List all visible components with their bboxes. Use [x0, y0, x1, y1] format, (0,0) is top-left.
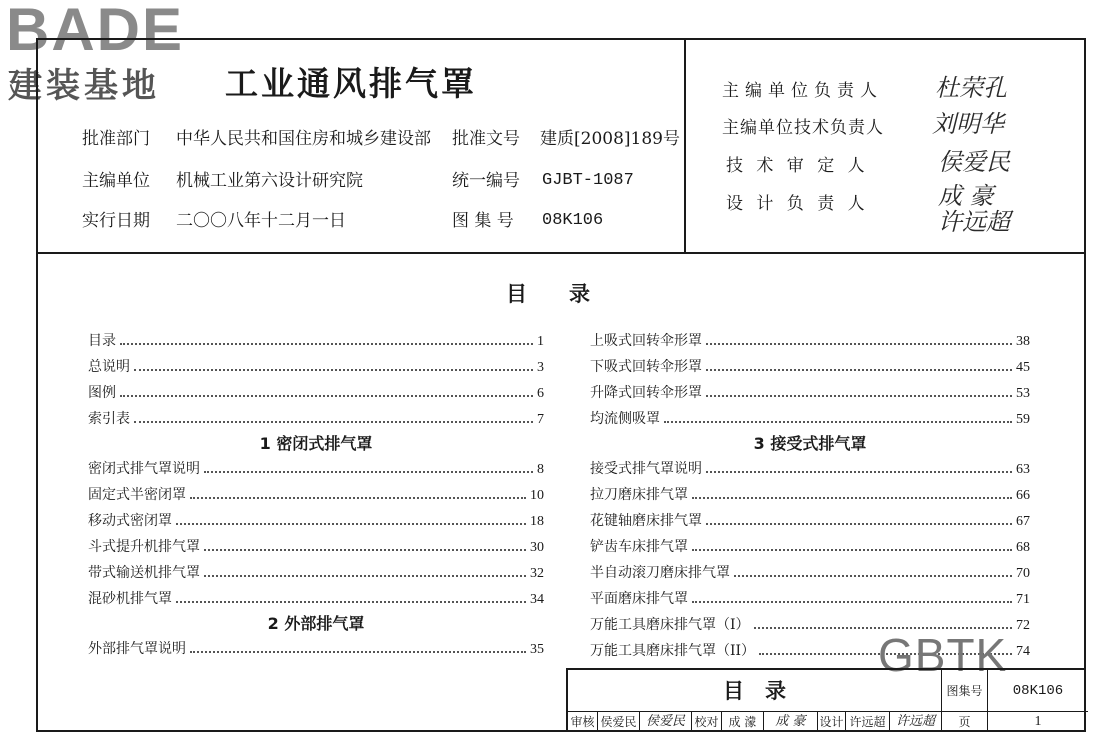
section-heading: 2 外部排气罩: [267, 614, 365, 633]
title-block-name: 目 录: [568, 670, 942, 712]
bade-logo-subtitle: 建装基地: [8, 66, 160, 106]
toc-entry[interactable]: 移动式密闭罩 18: [88, 513, 544, 529]
toc-entry[interactable]: 总说明 3: [88, 359, 544, 375]
signature: 杜荣孔: [935, 74, 1007, 102]
gbtk-watermark: GBTK: [878, 629, 1008, 681]
header-right-frame: [684, 38, 1086, 254]
responsible-label: 主编单位技术负责人: [722, 118, 884, 138]
approval-doc: 建质[2008]189号: [540, 129, 680, 149]
toc-entry[interactable]: 斗式提升机排气罩 30: [88, 539, 544, 555]
effective-date-label: 实行日期: [82, 211, 150, 231]
toc-entry[interactable]: 带式输送机排气罩 32: [88, 565, 544, 581]
toc-entry[interactable]: 均流侧吸罩 59: [590, 411, 1030, 427]
editor-unit-label: 主编单位: [82, 171, 150, 191]
toc-entry[interactable]: 升降式回转伞形罩 53: [590, 385, 1030, 401]
approval-dept: 中华人民共和国住房和城乡建设部: [176, 129, 431, 149]
toc-left-column: [88, 330, 544, 661]
page-value: 1: [1034, 714, 1042, 729]
design-name: 许远超: [846, 712, 890, 732]
toc-entry[interactable]: 目录 1: [88, 333, 544, 349]
title-block-atlas-value: 08K106: [988, 670, 1088, 712]
toc-entry[interactable]: 图例 6: [88, 385, 544, 401]
toc-entry[interactable]: 索引表 7: [88, 411, 544, 427]
toc-entry[interactable]: 半自动滚刀磨床排气罩 70: [590, 565, 1030, 581]
toc-entry[interactable]: 平面磨床排气罩 71: [590, 591, 1030, 607]
toc-right-column: [590, 330, 1030, 663]
signature: 成 豪: [938, 182, 994, 210]
effective-date: 二〇〇八年十二月一日: [176, 211, 346, 231]
unified-no: GJBT-1087: [542, 171, 634, 190]
editor-unit: 机械工业第六设计研究院: [176, 171, 363, 191]
check-name: 成 濛: [722, 712, 764, 732]
approval-dept-label: 批准部门: [82, 129, 150, 149]
title-block-atlas-label: 图集号: [942, 670, 988, 712]
toc-entry[interactable]: 万能工具磨床排气罩（I） 72: [590, 617, 1030, 633]
toc-entry[interactable]: 混砂机排气罩 34: [88, 591, 544, 607]
signature: 刘明华: [932, 110, 1004, 138]
design-label: 设计: [818, 712, 846, 732]
toc-entry[interactable]: 花键轴磨床排气罩 67: [590, 513, 1030, 529]
page-label: 页: [942, 712, 988, 732]
atlas-no: 08K106: [542, 211, 604, 230]
check-signature: 成 豪: [764, 712, 818, 732]
toc-entry[interactable]: 下吸式回转伞形罩 45: [590, 359, 1030, 375]
bade-logo: BADE: [6, 0, 185, 63]
toc-entry[interactable]: 接受式排气罩说明 63: [590, 461, 1030, 477]
signature: 侯爱民: [938, 148, 1010, 176]
responsible-label: 技 术 审 定 人: [726, 156, 869, 176]
toc-entry[interactable]: 铲齿车床排气罩 68: [590, 539, 1030, 555]
responsible-label: 设 计 负 责 人: [726, 194, 869, 214]
review-signature: 侯爱民: [640, 712, 692, 732]
toc-entry[interactable]: 外部排气罩说明 35: [88, 641, 544, 657]
approval-doc-label: 批准文号: [452, 129, 520, 149]
page-title: 工业通风排气罩: [225, 64, 477, 103]
design-signature: 许远超: [890, 712, 942, 732]
review-label: 审核: [568, 712, 598, 732]
toc-entry[interactable]: 拉刀磨床排气罩 66: [590, 487, 1030, 503]
toc-entry[interactable]: 密闭式排气罩说明 8: [88, 461, 544, 477]
review-name: 侯爱民: [598, 712, 640, 732]
check-label: 校对: [692, 712, 722, 732]
signature: 许远超: [938, 208, 1010, 236]
responsible-label: 主编单位负责人: [722, 81, 883, 101]
title-block: [566, 668, 1086, 732]
toc-entry[interactable]: 上吸式回转伞形罩 38: [590, 333, 1030, 349]
section-heading: 3 接受式排气罩: [753, 434, 867, 453]
unified-no-label: 统一编号: [452, 171, 520, 191]
atlas-no-label: 图 集 号: [452, 211, 514, 231]
toc-title: 目 录: [506, 282, 590, 306]
section-heading: 1 密闭式排气罩: [259, 434, 373, 453]
toc-entry[interactable]: 万能工具磨床排气罩（II） 74: [590, 643, 1030, 659]
toc-entry[interactable]: 固定式半密闭罩 10: [88, 487, 544, 503]
